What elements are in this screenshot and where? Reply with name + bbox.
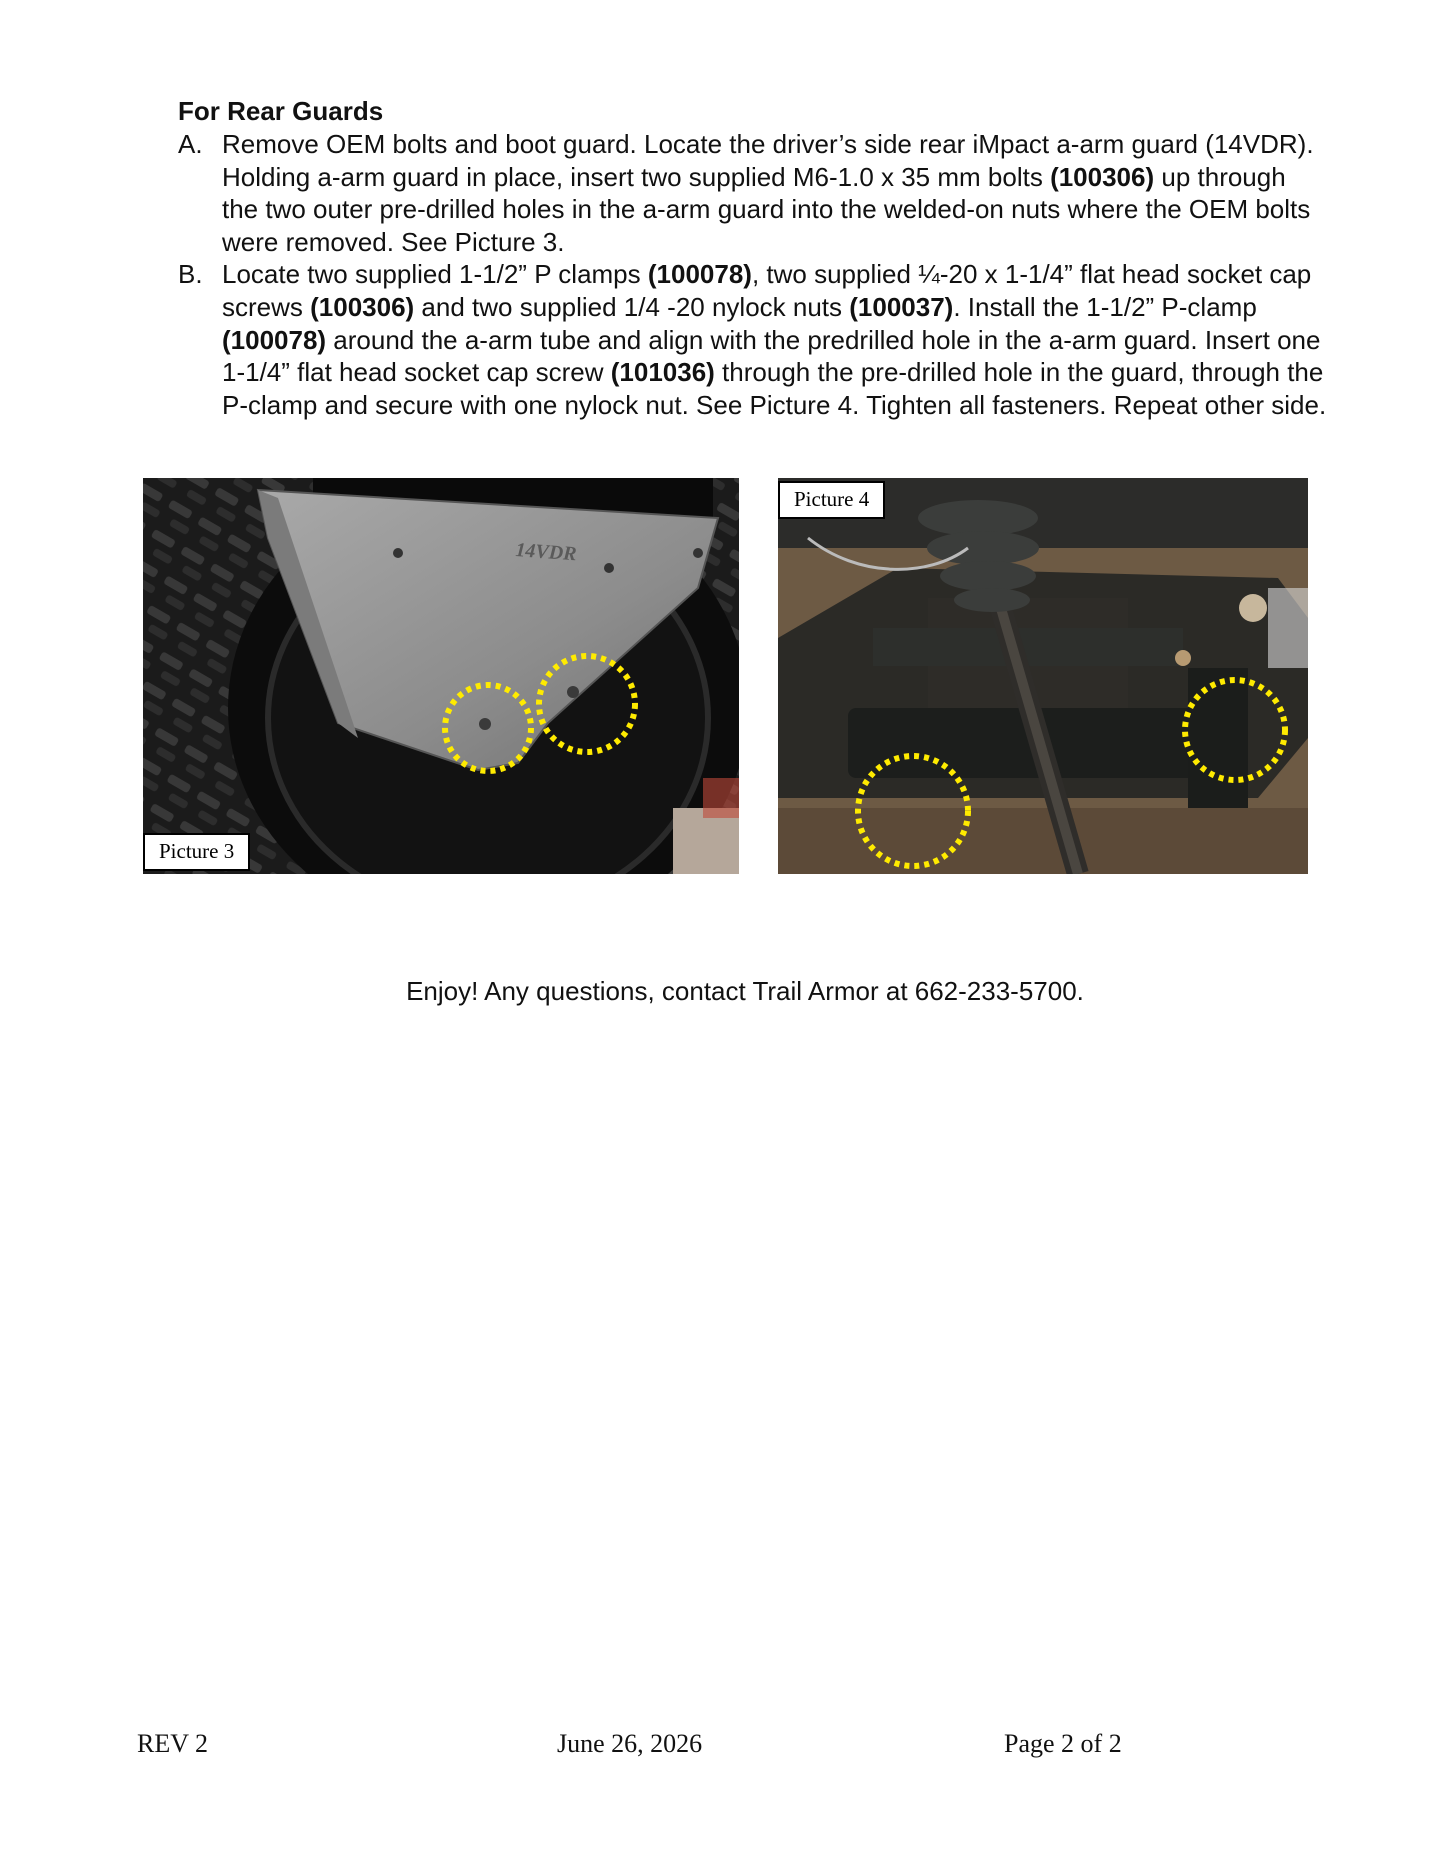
instruction-steps [178,128,1328,421]
contact-note: Enjoy! Any questions, contact Trail Armor at 662-233-5700. [406,976,1084,1006]
part-number: (100306) [1050,161,1155,192]
part-number: (100078) [222,324,327,355]
revision-label: REV 2 [137,1729,209,1758]
step-a [178,128,1328,258]
part-number: (100078) [647,259,752,290]
part-number: (100306) [310,291,415,322]
guard-stamp: 14VDR [514,539,578,566]
picture-4-caption: Picture 4 [778,481,885,519]
step-text-part: , two supplied ¼-20 x 1-1/4” flat head socket cap screws [222,259,1312,322]
section-title: For Rear Guards [178,96,384,126]
step-text [222,259,1326,419]
step-text-part: . Install the 1-1/2” P-clamp [953,291,1257,322]
date-label: June 26, 2026 [557,1729,703,1758]
part-number: (100037) [849,291,954,322]
picture-3-photo [143,478,739,874]
step-text [222,129,1314,257]
step-text-part: and two supplied 1/4 -20 nylock nuts [414,291,850,322]
step-text-part: Locate two supplied 1-1/2” P clamps [222,259,648,290]
step-text-part: through the pre-drilled hole in the guard, through the P-clamp and secure with one nylock nut. See Picture 4. Tighten all fasteners. Repeat other side. [222,357,1327,420]
picture-4-illustration [778,478,1308,874]
part-number: (101036) [610,357,715,388]
step-letter: A. [178,129,203,159]
picture-3-caption: Picture 3 [143,833,250,871]
step-text-part: around the a-arm tube and align with the predrilled hole in the a-arm guard. Insert one 1-1/4” flat head socket cap screw [222,324,1321,388]
step-letter: B. [178,259,203,290]
step-text-part: up through the two outer pre-drilled holes in the a-arm guard into the welded-on nuts where the OEM bolts were removed. See Picture 3. [222,161,1311,257]
step-b [178,258,1328,421]
picture-4-photo [778,478,1308,874]
step-text-part: Remove OEM bolts and boot guard. Locate the driver’s side rear iMpact a-arm guard (14VDR). Holding a-arm guard in place, insert two supplied M6-1.0 x 35 mm bolts [222,129,1314,192]
page-number: Page 2 of 2 [1004,1729,1122,1758]
picture-3-illustration [143,478,739,874]
